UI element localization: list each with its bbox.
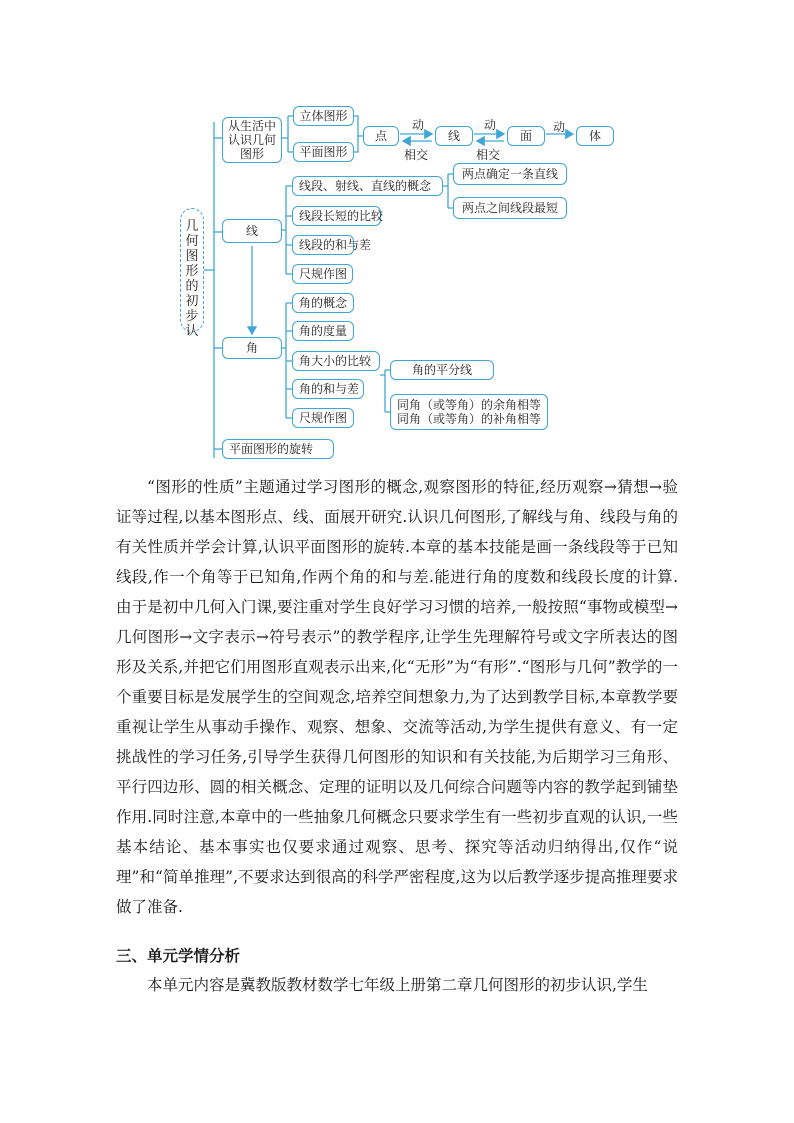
- label-move-3: 动: [553, 120, 566, 134]
- node-angle-concept: 角的概念: [292, 293, 354, 313]
- node-angle-sum-diff: 角的和与差: [292, 379, 364, 399]
- label-intersect-1: 相交: [404, 148, 429, 162]
- node-surface: 面: [507, 126, 545, 146]
- node-two-points-line: 两点确定一条直线: [453, 163, 567, 185]
- node-segment-sum-diff: 线段的和与差: [292, 235, 354, 255]
- branch-rotation: 平面图形的旋转: [222, 439, 334, 459]
- node-shortest-segment: 两点之间线段最短: [453, 197, 567, 219]
- node-compass-ruler-angle: 尺规作图: [292, 408, 354, 428]
- branch-line: 线: [222, 219, 282, 243]
- paragraph-main: “图形的性质”主题通过学习图形的概念,观察图形的特征,经历观察→猜想→验证等过程,以基本图形点、线、面展开研究.认识几何图形,了解线与角、线段与角的有关性质并学会计算,认识平面图形的旋转.本章的基本技能是画一条线段等于已知线段,作一个角等于已知角,作两个角的和与差.能进行角的度数和线段长度的计算.由于是初中几何入门课,要注重对学生良好学习习惯的培养,一般按照“事物或模型→几何图形→文字表示→符号表示”的教学程序,让学生先理解符号或文字所表达的图形及关系,并把它们用图形直观表示出来,化“无形”为“有形”.“图形与几何”教学的一个重要目标是发展学生的空间观念,培养空间想象力,为了达到教学目标,本章教学要重视让学生从事动手操作、观察、想象、交流等活动,为学生提供有意义、有一定挑战性的学习任务,引导学生获得几何图形的知识和有关技能,为后期学习三角形、平行四边形、圆的相关概念、定理的证明以及几何综合问题等内容的教学起到铺垫作用.同时注意,本章中的一些抽象几何概念只要求学生有一些初步直观的认识,一些基本结论、基本事实也仅要求通过观察、思考、探究等活动归纳得出,仅作“说理”和“简单推理”,不要求达到很高的科学严密程度,这为以后教学逐步提高推理要求做了准备.: [116, 478, 678, 916]
- node-point: 点: [363, 126, 399, 146]
- node-compass-ruler-line: 尺规作图: [292, 264, 353, 284]
- label-move-1: 动: [412, 118, 425, 132]
- node-angle-measure: 角的度量: [292, 321, 354, 341]
- paragraph-learning-analysis: 本单元内容是冀教版教材数学七年级上册第二章几何图形的初步认识,学生: [147, 976, 648, 994]
- branch-angle: 角: [222, 337, 282, 359]
- label-intersect-2: 相交: [476, 148, 501, 162]
- label-move-2: 动: [484, 118, 497, 132]
- node-segment-compare: 线段长短的比较: [292, 206, 381, 226]
- branch-everyday-geometry: 从生活中 认识几何 图形: [222, 117, 282, 163]
- concept-map: [0, 0, 794, 470]
- node-line: 线: [435, 126, 473, 146]
- node-body: 体: [576, 126, 614, 146]
- node-angle-bisector: 角的平分线: [390, 360, 494, 380]
- map-root-title: 几 何 图 形 的 初 步 认: [180, 208, 204, 332]
- node-solid-figures: 立体图形: [293, 106, 354, 126]
- node-line-concepts: 线段、射线、直线的概念: [292, 176, 443, 196]
- node-angle-compare: 角大小的比较: [292, 351, 380, 371]
- node-plane-figures: 平面图形: [293, 142, 354, 162]
- section-heading: 三、单元学情分析: [116, 947, 241, 965]
- node-angle-complement-supplement: 同角（或等角）的余角相等 同角（或等角）的补角相等: [390, 394, 548, 430]
